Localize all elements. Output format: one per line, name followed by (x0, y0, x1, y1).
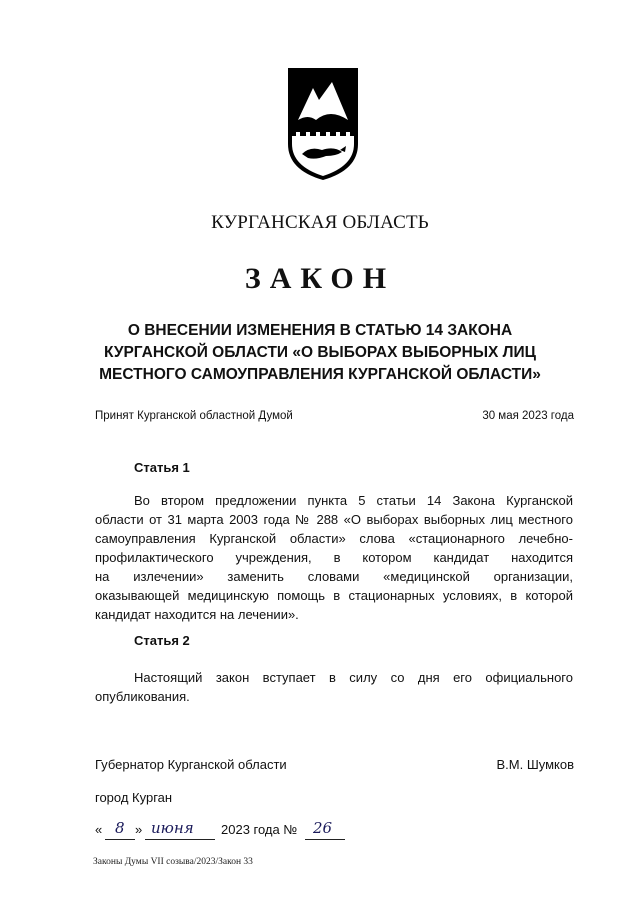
signatory-name: В.М. Шумков (496, 757, 574, 772)
subject-line: КУРГАНСКОЙ ОБЛАСТИ «О ВЫБОРАХ ВЫБОРНЫХ ЛИЦ (103, 344, 537, 361)
adopted-by: Принят Курганской областной Думой (95, 410, 293, 422)
law-subject (60, 320, 580, 386)
month-underline (145, 839, 215, 840)
text-line: Во втором предложении пункта 5 статьи 14 Закона Курганской (134, 493, 573, 508)
adoption-row (95, 410, 574, 422)
text-line: Настоящий закон вступает в силу со дня его официального (134, 670, 573, 685)
year-and-number-label: 2023 года № (221, 822, 298, 837)
text-line: профилактического учреждения, в котором кандидат находится (95, 550, 573, 565)
article-2-heading: Статья 2 (134, 633, 190, 648)
number-underline (305, 839, 345, 840)
footer-reference: Законы Думы VII созыва/2023/Закон 33 (93, 857, 253, 867)
text-line: оказывающей медицинскую помощь в стационарных условиях, в которой (95, 588, 573, 603)
close-quote: » (135, 822, 143, 837)
date-number-line (95, 819, 355, 843)
text-line: на излечении» заменить словами «медицинской организации, (95, 569, 573, 584)
day-underline (105, 839, 135, 840)
open-quote: « (95, 822, 103, 837)
handwritten-month: июня (151, 819, 194, 837)
article-1-heading: Статья 1 (134, 460, 190, 475)
text-line: области от 31 марта 2003 года № 288 «О выборах выборных лиц местного (95, 512, 573, 527)
subject-line: О ВНЕСЕНИИ ИЗМЕНЕНИЯ В СТАТЬЮ 14 ЗАКОНА (127, 322, 513, 339)
handwritten-day: 8 (115, 819, 125, 837)
document-type-title: ЗАКОН (244, 262, 396, 295)
article-2-text (95, 668, 573, 706)
city: город Курган (95, 790, 173, 805)
coat-of-arms-emblem (286, 66, 360, 182)
text-line: самоуправления Курганской области» слова «стационарного лечебно- (95, 531, 573, 546)
text-line: опубликования. (95, 689, 190, 704)
signatory-position: Губернатор Курганской области (95, 757, 287, 772)
article-1-text (95, 491, 573, 624)
adoption-date: 30 мая 2023 года (482, 410, 574, 422)
region-title: КУРГАНСКАЯ ОБЛАСТЬ (211, 212, 429, 233)
signature-row (95, 757, 574, 772)
handwritten-number: 26 (313, 819, 333, 837)
text-line: кандидат находится на лечении». (95, 607, 299, 622)
subject-line: МЕСТНОГО САМОУПРАВЛЕНИЯ КУРГАНСКОЙ ОБЛАСТИ» (99, 366, 541, 383)
